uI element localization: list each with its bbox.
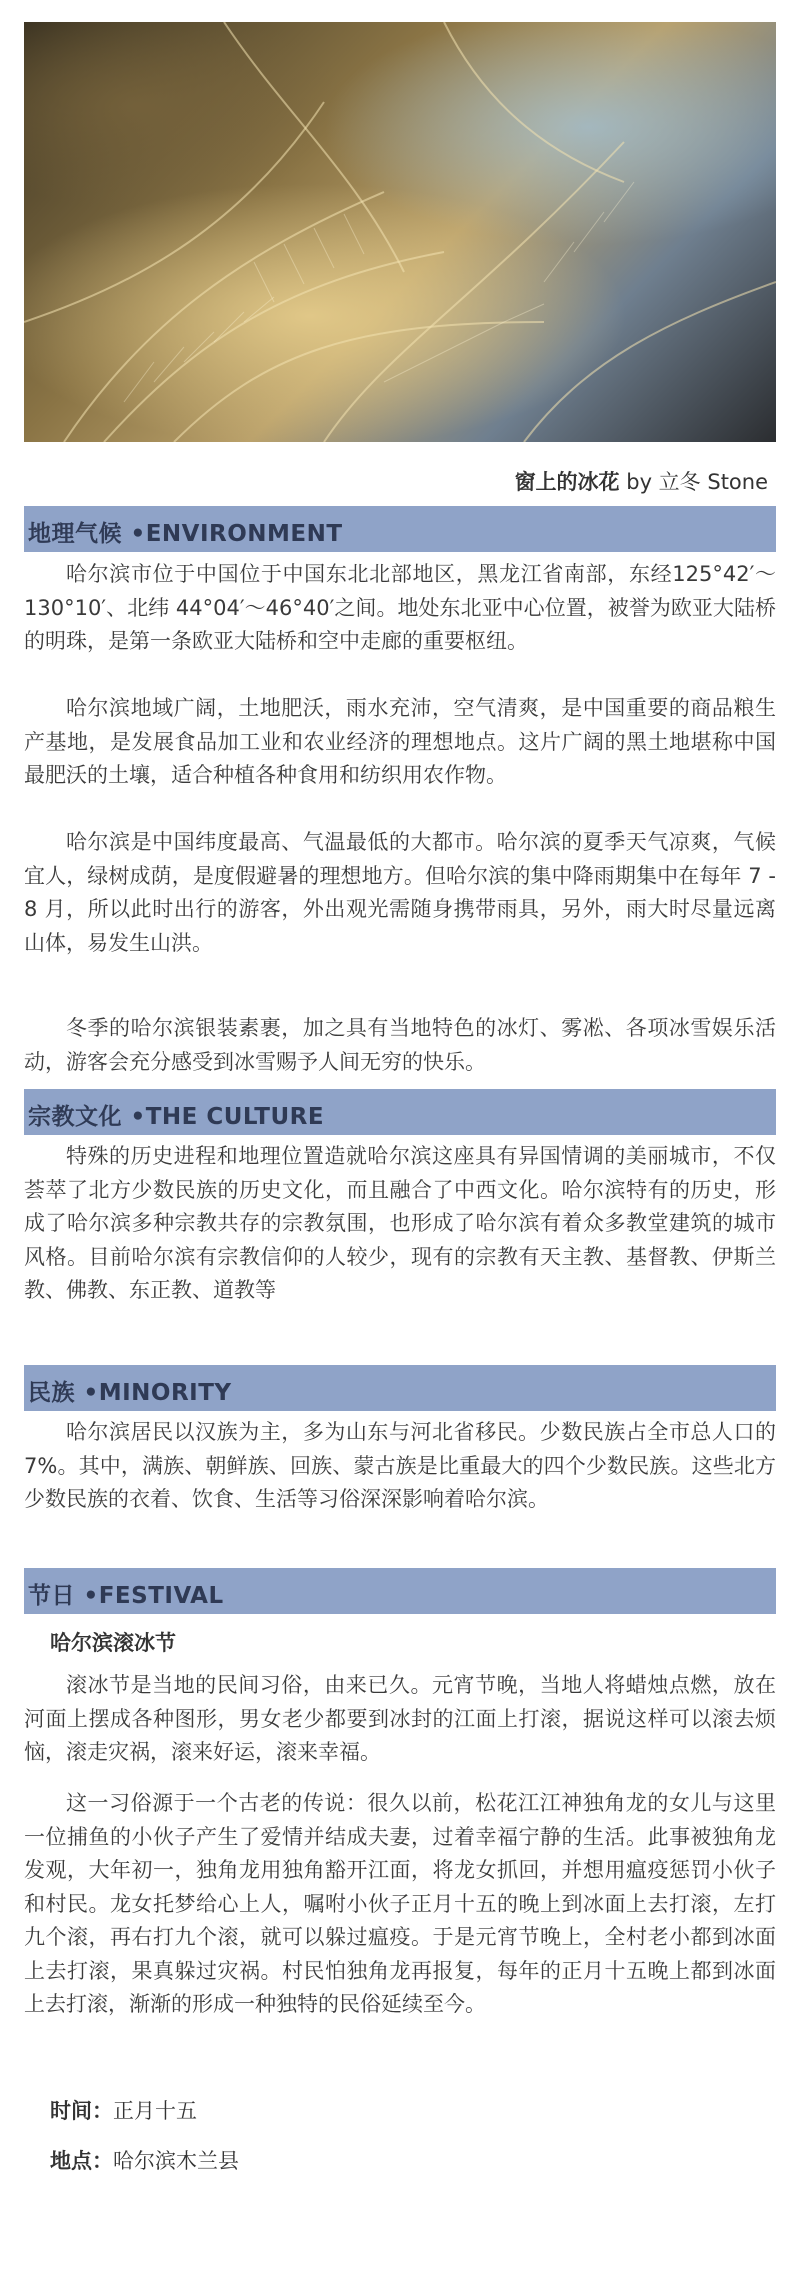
- minority-paragraph: 哈尔滨居民以汉族为主，多为山东与河北省移民。少数民族占全市总人口的 7%。其中，满族、朝鲜族、回族、蒙古族是比重最大的四个少数民族。这些北方少数民族的衣着、饮食、生活等习俗深深影响着哈尔滨。: [24, 1420, 776, 1511]
- photo-caption: [515, 466, 768, 496]
- ice-flower-photo: [24, 22, 776, 442]
- place-label: 地点：: [50, 2149, 113, 2173]
- section-title-minority: 民族 •MINORITY: [28, 1380, 232, 1406]
- festival-paragraph: 滚冰节是当地的民间习俗，由来已久。元宵节晚，当地人将蜡烛点燃，放在河面上摆成各种图形，男女老少都要到冰封的江面上打滚，据说这样可以滚去烦恼，滚走灾祸，滚来好运，滚来幸福。: [24, 1673, 776, 1764]
- section-header-culture: [24, 1089, 776, 1135]
- section-title-festival: 节日 •FESTIVAL: [28, 1583, 224, 1609]
- section-title-culture: 宗教文化 •THE CULTURE: [28, 1104, 325, 1130]
- section-header-festival: [24, 1568, 776, 1614]
- place-value: 哈尔滨木兰县: [113, 2149, 239, 2173]
- festival-time: [50, 2095, 197, 2125]
- caption-author: by 立冬 Stone: [626, 470, 768, 494]
- time-value: 正月十五: [113, 2099, 197, 2123]
- section-header-environment: [24, 506, 776, 552]
- festival-place: [50, 2145, 239, 2175]
- festival-subheading: 哈尔滨滚冰节: [50, 1631, 176, 1655]
- environment-paragraph: 哈尔滨市位于中国位于中国东北北部地区，黑龙江省南部，东经125°42′～130°10′、北纬 44°04′～46°40′之间。地处东北亚中心位置，被誉为欧亚大陆桥的明珠，是第一条欧亚大陆桥和空中走廊的重要枢纽。: [24, 562, 776, 653]
- environment-paragraph: 哈尔滨是中国纬度最高、气温最低的大都市。哈尔滨的夏季天气凉爽，气候宜人，绿树成荫，是度假避暑的理想地方。但哈尔滨的集中降雨期集中在每年 7 - 8 月，所以此时出行的游客，外出观光需随身携带雨具，另外，雨大时尽量远离山体，易发生山洪。: [24, 830, 776, 955]
- section-title-environment: 地理气候 •ENVIRONMENT: [28, 521, 343, 547]
- environment-paragraph: 冬季的哈尔滨银装素裹，加之具有当地特色的冰灯、雾凇、各项冰雪娱乐活动，游客会充分感受到冰雪赐予人间无穷的快乐。: [24, 1016, 776, 1074]
- caption-title: 窗上的冰花: [514, 470, 620, 494]
- section-header-minority: [24, 1365, 776, 1411]
- time-label: 时间：: [50, 2099, 113, 2123]
- environment-paragraph: 哈尔滨地域广阔，土地肥沃，雨水充沛，空气清爽，是中国重要的商品粮生产基地，是发展食品加工业和农业经济的理想地点。这片广阔的黑土地堪称中国最肥沃的土壤，适合种植各种食用和纺织用农作物。: [24, 696, 776, 787]
- festival-paragraph: 这一习俗源于一个古老的传说：很久以前，松花江江神独角龙的女儿与这里一位捕鱼的小伙子产生了爱情并结成夫妻，过着幸福宁静的生活。此事被独角龙发观，大年初一，独角龙用独角豁开江面，将龙女抓回，并想用瘟疫惩罚小伙子和村民。龙女托梦给心上人，嘱咐小伙子正月十五的晚上到冰面上去打滚，左打九个滚，再右打九个滚，就可以躲过瘟疫。于是元宵节晚上，全村老小都到冰面上去打滚，果真躲过灾祸。村民怕独角龙再报复，每年的正月十五晚上都到冰面上去打滚，渐渐的形成一种独特的民俗延续至今。: [24, 1791, 776, 2016]
- culture-paragraph: 特殊的历史进程和地理位置造就哈尔滨这座具有异国情调的美丽城市，不仅荟萃了北方少数民族的历史文化，而且融合了中西文化。哈尔滨特有的历史，形成了哈尔滨多种宗教共存的宗教氛围，也形成了哈尔滨有着众多教堂建筑的城市风格。目前哈尔滨有宗教信仰的人较少，现有的宗教有天主教、基督教、伊斯兰教、佛教、东正教、道教等: [24, 1144, 776, 1302]
